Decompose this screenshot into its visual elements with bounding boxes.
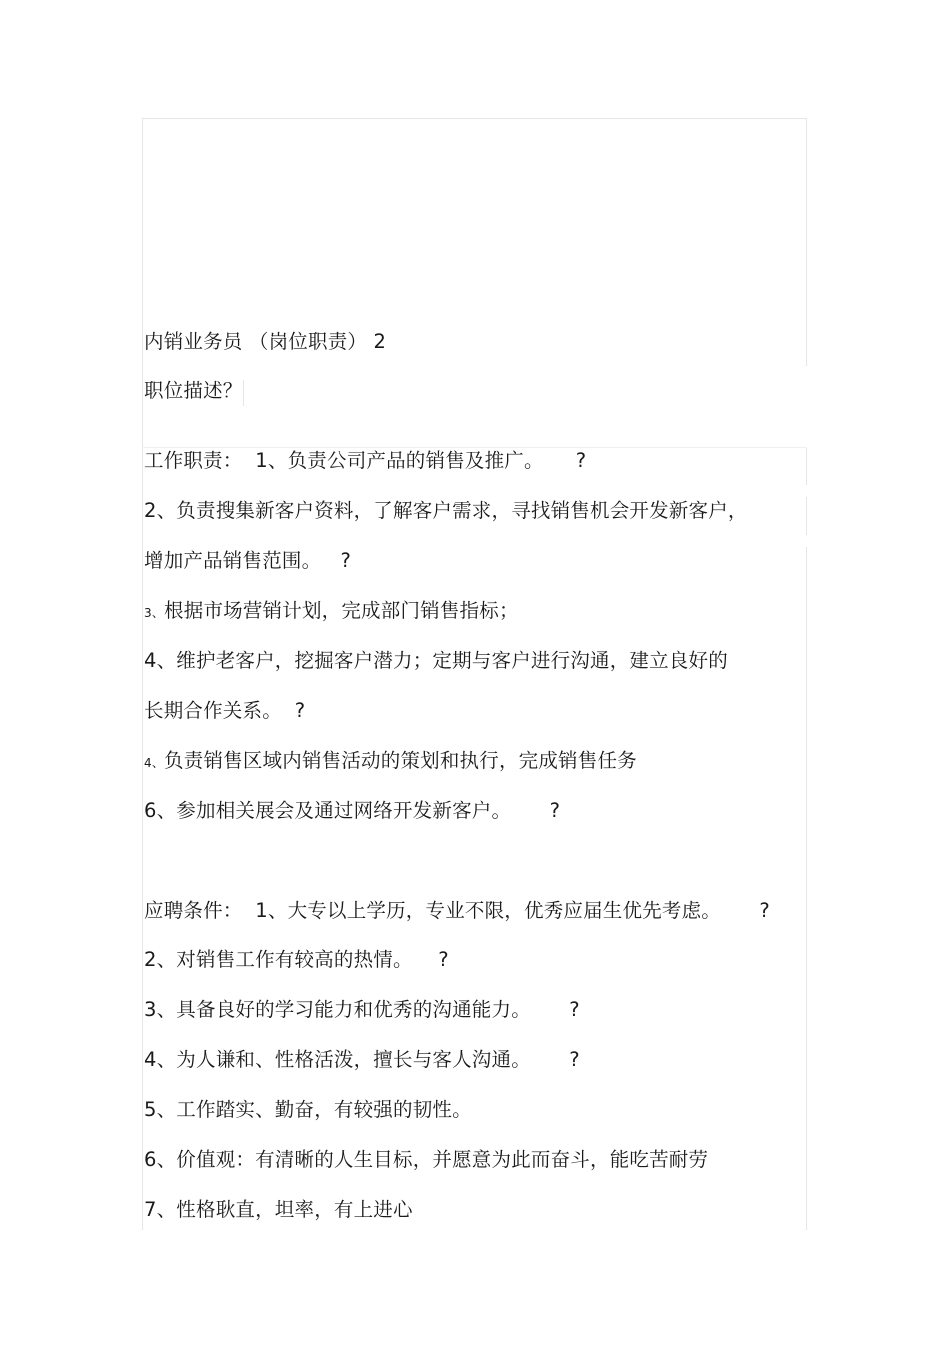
requirement-line-6: 6、价值观：有清晰的人生目标，并愿意为此而奋斗，能吃苦耐劳 (144, 1148, 709, 1171)
duty-line-7-text: 负责销售区域内销售活动的策划和执行，完成销售任务 (164, 749, 637, 772)
duty-line-7 (144, 748, 637, 776)
frame-left-line (142, 118, 143, 1230)
frame-mark-line (243, 380, 244, 406)
duty-line-8: 6、参加相关展会及通过网络开发新客户。 ? (144, 799, 561, 822)
duty-line-4 (144, 598, 519, 626)
requirement-line-7: 7、性格耿直，坦率，有上进心 (144, 1198, 413, 1221)
frame-right-line (806, 547, 807, 1230)
requirement-line-2: 2、对销售工作有较高的热情。 ? (144, 948, 449, 971)
document-subtitle: 职位描述？ (144, 379, 243, 402)
requirement-line-4: 4、为人谦和、性格活泼，擅长与客人沟通。 ? (144, 1048, 580, 1071)
requirement-line-5: 5、工作踏实、勤奋，有较强的韧性。 (144, 1098, 472, 1121)
frame-right-line (806, 118, 807, 366)
duty-line-4-text: 根据市场营销计划，完成部门销售指标； (164, 599, 519, 622)
duty-line-4-number: 3、 (144, 606, 165, 620)
duty-line-2: 2、负责搜集新客户资料，了解客户需求，寻找销售机会开发新客户， (144, 499, 748, 522)
duty-line-5: 4、维护老客户，挖掘客户潜力；定期与客户进行沟通，建立良好的 (144, 649, 728, 672)
frame-top-line (142, 118, 807, 119)
requirement-line-3: 3、具备良好的学习能力和优秀的沟通能力。 ? (144, 998, 580, 1021)
frame-right-line (806, 447, 807, 485)
duty-line-7-number: 4、 (144, 756, 165, 770)
frame-right-line (806, 497, 807, 535)
duty-line-1: 工作职责： 1、负责公司产品的销售及推广。 ? (144, 449, 587, 472)
duty-line-3: 增加产品销售范围。 ? (144, 549, 352, 572)
document-title: 内销业务员 （岗位职责） 2 (144, 330, 387, 353)
duty-line-6: 长期合作关系。 ? (144, 699, 306, 722)
requirement-line-1: 应聘条件： 1、大专以上学历，专业不限，优秀应届生优先考虑。 ? (144, 899, 770, 922)
